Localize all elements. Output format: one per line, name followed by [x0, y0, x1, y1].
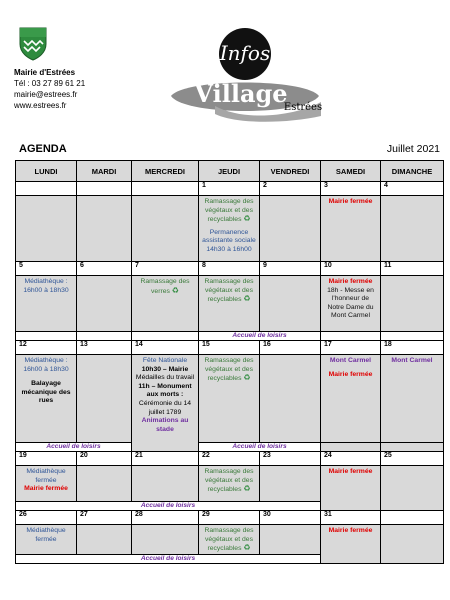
event-text: Médiathèque : 16h00 à 18h30 [23, 278, 69, 294]
day-header: SAMEDI [321, 161, 381, 182]
day-number: 25 [381, 452, 444, 466]
week-number-row [16, 341, 444, 355]
day-number: 30 [260, 511, 321, 525]
week-number-row [16, 182, 444, 196]
day-header: JEUDI [199, 161, 260, 182]
mairie-web[interactable]: www.estrees.fr [14, 101, 67, 110]
day-cell [260, 196, 321, 262]
event-text: Ramassage des végétaux et des recyclables [204, 468, 254, 494]
week-body-row [16, 466, 444, 502]
day-number: 16 [260, 341, 321, 355]
event-text: Animations au stade [141, 417, 189, 433]
day-cell-samedi [321, 525, 381, 564]
day-cell [77, 355, 132, 443]
event-text: Ramassage des végétaux et des recyclables [204, 198, 254, 224]
leisure-row [16, 332, 444, 341]
event-text: Balayage mécanique des rues [21, 380, 71, 405]
day-cell [381, 466, 444, 511]
day-cell-lundi [16, 525, 77, 555]
event-text: Médailles du travail [135, 374, 195, 382]
day-number: 28 [132, 511, 199, 525]
day-cell [381, 276, 444, 332]
day-number [132, 182, 199, 196]
day-number: 20 [77, 452, 132, 466]
day-number: 2 [260, 182, 321, 196]
day-cell-jeudi [199, 355, 260, 443]
day-number: 31 [321, 511, 381, 525]
logo-estrees: Estrées [283, 102, 323, 113]
day-cell-mercredi [132, 355, 199, 452]
recycle-icon: ♻ [171, 285, 179, 295]
day-cell-lundi [16, 355, 77, 443]
day-number: 21 [132, 452, 199, 466]
day-number: 15 [199, 341, 260, 355]
event-text: Mairie fermée [328, 198, 373, 205]
leisure-label: Accueil de loisirs [16, 555, 321, 564]
day-number: 19 [16, 452, 77, 466]
day-number [381, 511, 444, 525]
event-text: Médiathèque : 16h00 à 18h30 [23, 357, 69, 373]
event-text: Ramassage des végétaux et des recyclables [204, 278, 254, 304]
recycle-icon: ♻ [243, 543, 251, 553]
event-text: 18h - Messe en l'honneur de Notre Dame du Mont Carmel [327, 286, 374, 320]
day-cell-samedi [321, 276, 381, 332]
day-cell [260, 525, 321, 555]
recycle-icon: ♻ [243, 484, 251, 494]
header [0, 0, 450, 140]
day-header: MARDI [77, 161, 132, 182]
event-text: Fête Nationale [142, 357, 188, 364]
event-text: 11h – Monument aux morts : [138, 382, 192, 399]
day-number: 11 [381, 262, 444, 276]
day-cell-jeudi [199, 276, 260, 332]
week-body-row [16, 196, 444, 262]
day-cell [132, 466, 199, 502]
day-header: VENDREDI [260, 161, 321, 182]
day-cell [260, 276, 321, 332]
agenda-title: AGENDA [19, 143, 67, 155]
event-text: Ramassage des végétaux et des recyclables [204, 357, 254, 383]
day-cell [77, 466, 132, 502]
day-number [16, 182, 77, 196]
day-number: 10 [321, 262, 381, 276]
day-number: 29 [199, 511, 260, 525]
day-cell [260, 466, 321, 502]
week-number-row [16, 511, 444, 525]
day-cell-dimanche [381, 355, 444, 443]
day-number: 4 [381, 182, 444, 196]
event-text: 10h30 – Mairie [141, 365, 189, 373]
recycle-icon: ♻ [243, 373, 251, 383]
agenda-header [17, 143, 442, 159]
event-text: Mont Carmel [391, 357, 433, 364]
event-text: Mairie fermée [328, 468, 373, 475]
event-text: Ramassage des verres [140, 278, 190, 295]
week-body-row [16, 525, 444, 555]
leisure-row [16, 443, 444, 452]
day-cell-jeudi [199, 466, 260, 502]
day-number: 18 [381, 341, 444, 355]
day-number: 7 [132, 262, 199, 276]
day-cell-samedi [321, 355, 381, 443]
day-number: 8 [199, 262, 260, 276]
day-cell-mercredi [132, 276, 199, 332]
mairie-name: Mairie d'Estrées [14, 68, 76, 77]
event-text: Mairie fermée [328, 278, 373, 285]
day-number: 13 [77, 341, 132, 355]
week-body-row [16, 276, 444, 332]
coat-of-arms-icon [18, 26, 48, 62]
day-cell [77, 276, 132, 332]
agenda-month: Juillet 2021 [386, 143, 440, 155]
day-cell [132, 196, 199, 262]
recycle-icon: ♻ [243, 294, 251, 304]
day-header: MERCREDI [132, 161, 199, 182]
day-number: 3 [321, 182, 381, 196]
event-text: Mont Carmel [329, 357, 372, 364]
day-cell [132, 525, 199, 555]
day-number: 22 [199, 452, 260, 466]
day-number: 27 [77, 511, 132, 525]
mairie-tel: Tél : 03 27 89 61 21 [14, 79, 86, 88]
day-cell [77, 196, 132, 262]
recycle-icon: ♻ [243, 214, 251, 224]
event-text: Mairie fermée [328, 527, 373, 534]
day-number: 12 [16, 341, 77, 355]
day-header: DIMANCHE [381, 161, 444, 182]
event-text: Médiathèque fermée [26, 527, 66, 543]
infos-village-logo [165, 26, 325, 122]
day-number: 24 [321, 452, 381, 466]
week-number-row [16, 262, 444, 276]
day-number: 5 [16, 262, 77, 276]
leisure-label: Accueil de loisirs [16, 443, 132, 452]
event-text: Médiathèque fermée [26, 468, 66, 484]
day-cell [381, 196, 444, 262]
day-number: 26 [16, 511, 77, 525]
day-cell [16, 196, 77, 262]
day-number: 6 [77, 262, 132, 276]
leisure-label: Accueil de loisirs [16, 502, 321, 511]
logo-village: Village [194, 79, 288, 108]
day-number: 17 [321, 341, 381, 355]
event-text: Ramassage des végétaux et des recyclables [204, 527, 254, 553]
day-header-row [16, 161, 444, 182]
day-cell-lundi [16, 466, 77, 502]
event-text: Permanence assistante sociale 14h30 à 16h00 [202, 228, 256, 253]
day-cell-lundi [16, 276, 77, 332]
leisure-label: Accueil de loisirs [199, 332, 321, 341]
day-cell [260, 355, 321, 443]
calendar-table [15, 160, 444, 564]
mairie-contact [14, 67, 85, 111]
day-number: 14 [132, 341, 199, 355]
day-number [77, 182, 132, 196]
day-number: 23 [260, 452, 321, 466]
day-cell [77, 525, 132, 555]
day-cell-jeudi [199, 525, 260, 555]
day-cell-samedi [321, 196, 381, 262]
week-body-row [16, 355, 444, 443]
event-text: Mairie fermée [328, 370, 373, 378]
day-number: 1 [199, 182, 260, 196]
mairie-email[interactable]: mairie@estrees.fr [14, 90, 78, 99]
day-cell-samedi [321, 466, 381, 511]
event-text: Mairie fermée [24, 485, 68, 493]
day-number: 9 [260, 262, 321, 276]
day-cell [381, 525, 444, 564]
event-text: Cérémonie du 14 juillet 1789 [138, 399, 192, 416]
leisure-label: Accueil de loisirs [199, 443, 321, 452]
day-cell-jeudi [199, 196, 260, 262]
week-number-row [16, 452, 444, 466]
logo-infos: Infos [219, 41, 271, 65]
day-header: LUNDI [16, 161, 77, 182]
